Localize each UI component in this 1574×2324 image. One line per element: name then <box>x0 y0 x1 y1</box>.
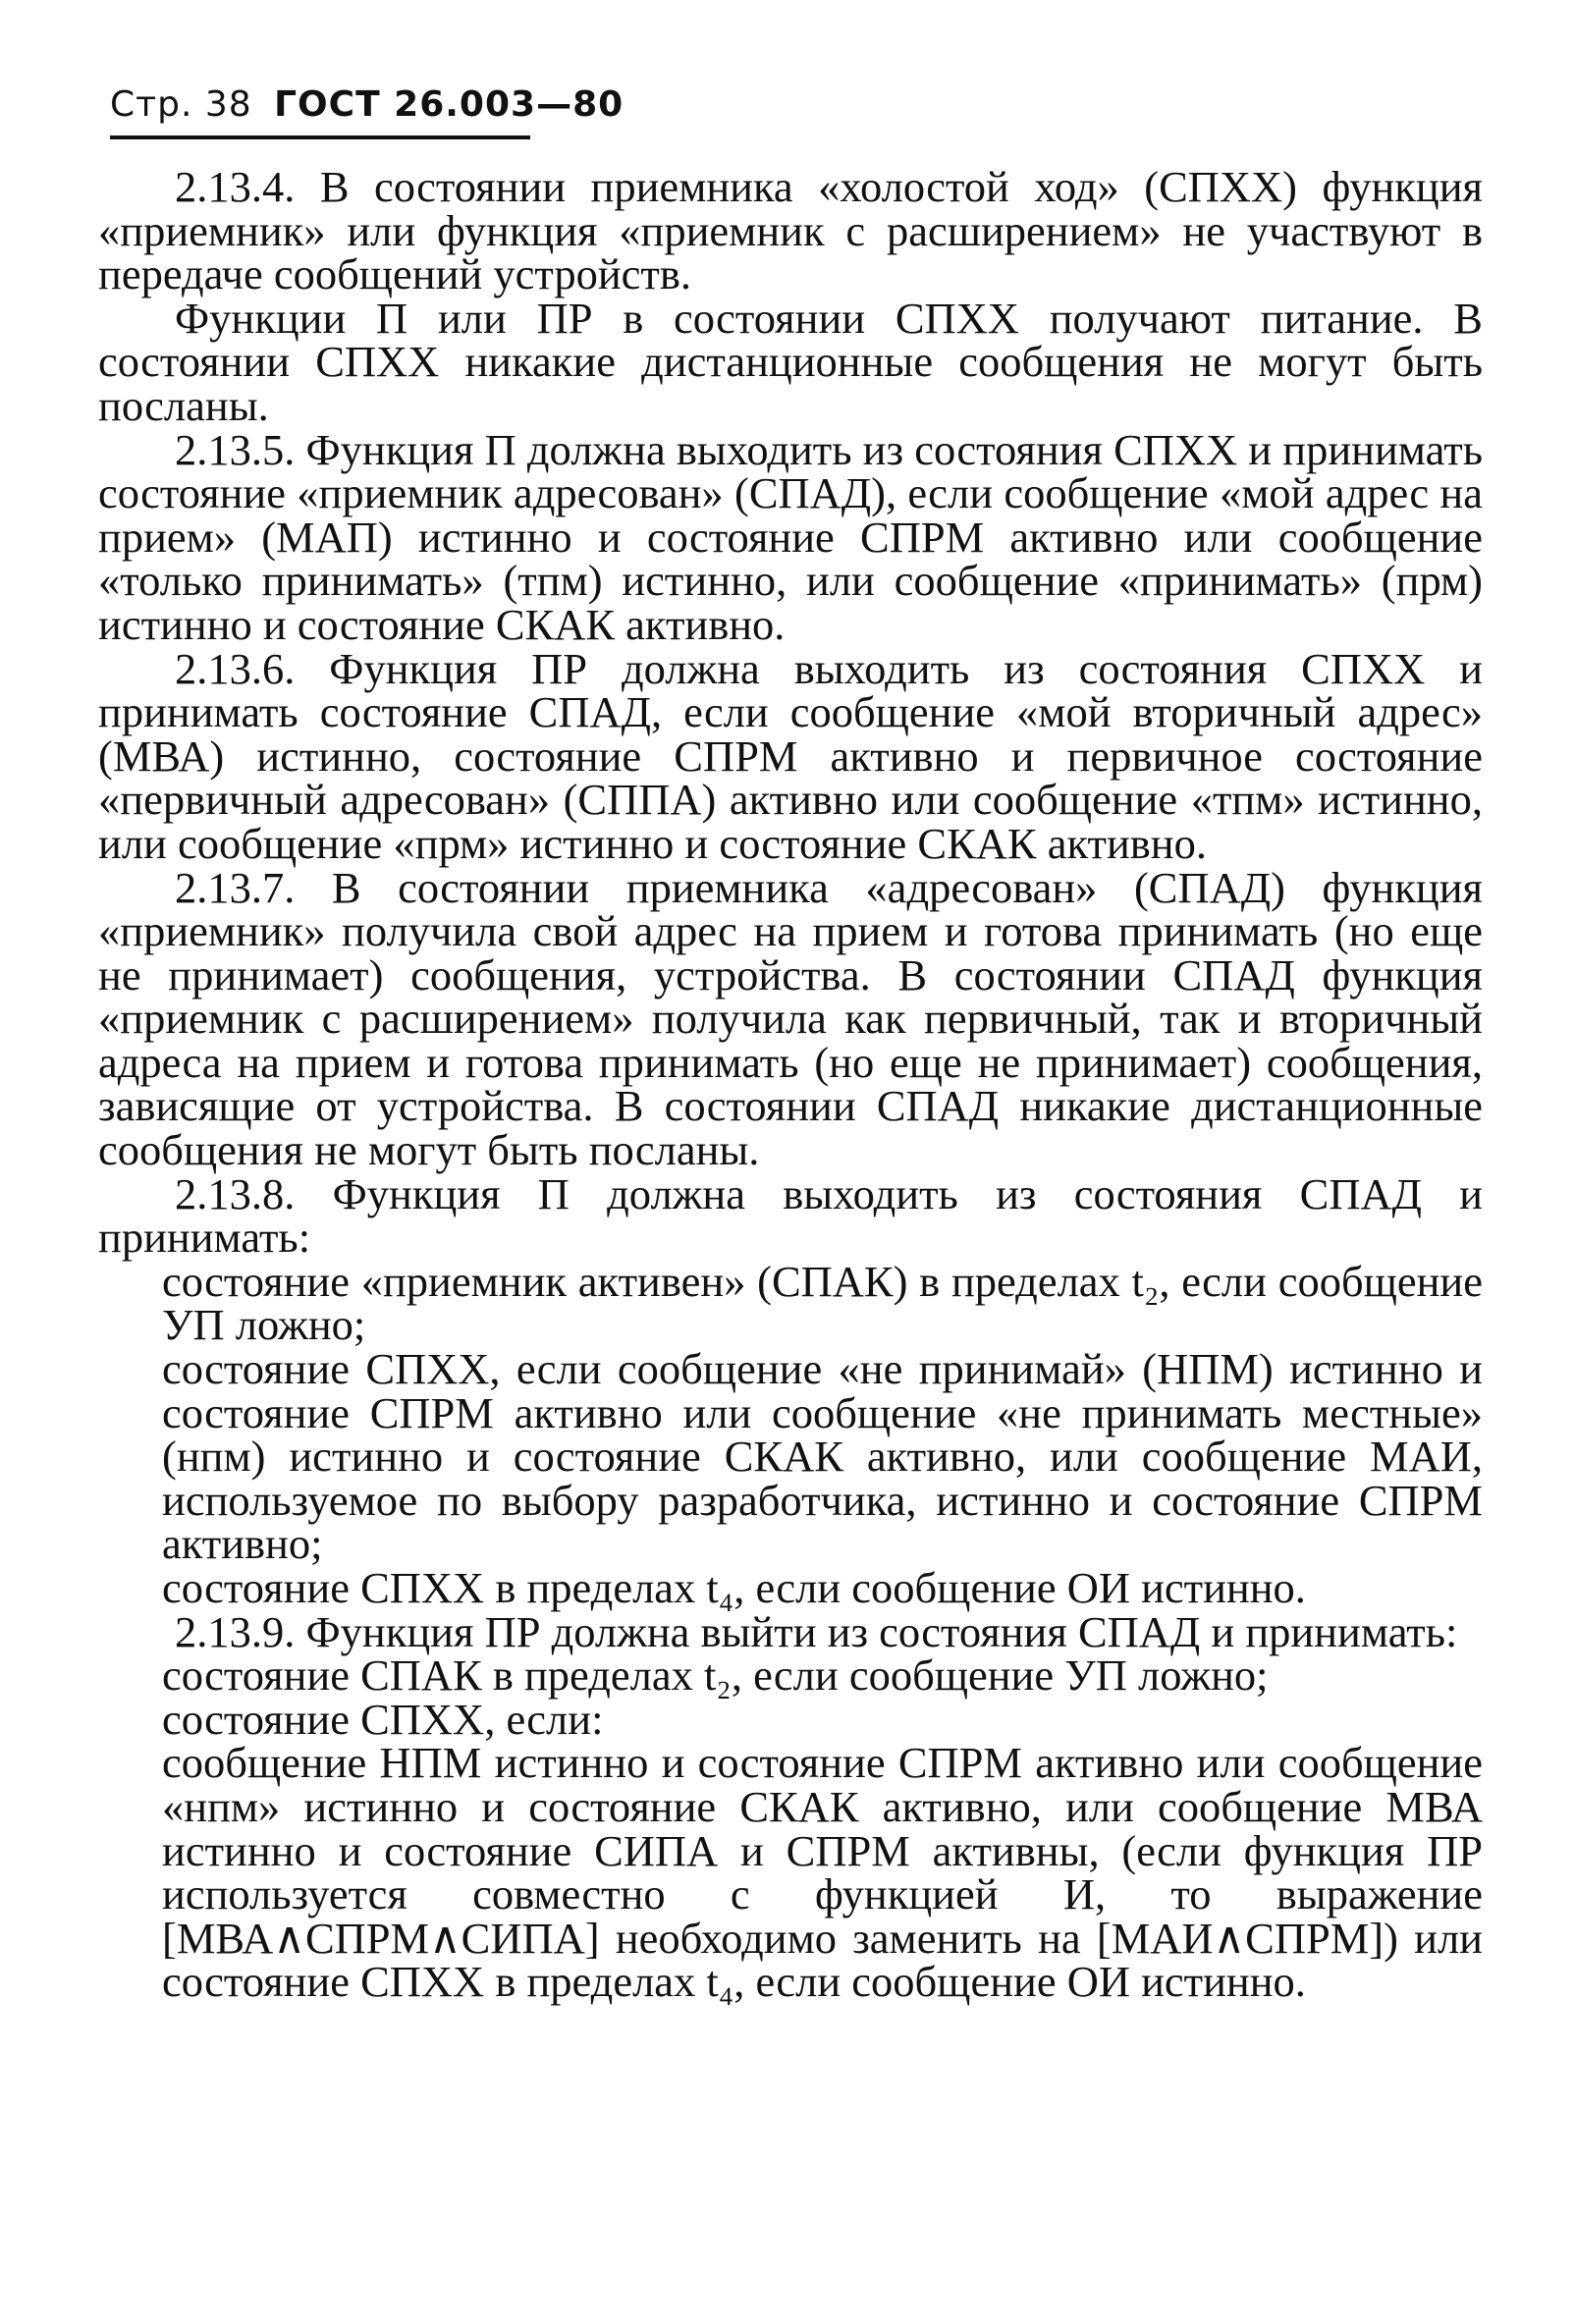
paragraph-2-13-9: 2.13.9. Функция ПР должна выйти из состояния СПАД и принимать: <box>175 1606 1458 1656</box>
page-number: Стр. 38 <box>110 84 252 125</box>
body-text <box>98 162 1483 2007</box>
page-header <box>110 84 624 125</box>
paragraph-2-13-4-cont: Функции П или ПР в состоянии СПХХ получают питание. В состоянии СПХХ никакие дистанционные сообщения не могут быть посланы. <box>98 293 1483 430</box>
paragraph-2-13-5: 2.13.5. Функция П должна выходить из состояния СПХХ и принимать состояние «приемник адресован» (СПАД), если сообщение «мой адрес на прием» (МАП) истинно и состояние СПРМ активно или сообщение «только принимать» (тпм) истинно, или сообщение «принимать» (прм) истинно и состояние СКАК активно. <box>98 424 1483 649</box>
list-item-spxx: состояние СПХХ, если сообщение «не принимай» (НПМ) истинно и состояние СПРМ активно или сообщение «не принимать местные» (нпм) истинно и состояние СКАК активно, или сообщение МАИ, используемое по выбору разработчика, истинно и состояние СПРМ активно; <box>162 1344 1483 1569</box>
paragraph-2-13-4: 2.13.4. В состоянии приемника «холостой ход» (СПХХ) функция «приемник» или функция «приемник с расширением» не участвуют в передаче сообщений устройств. <box>98 162 1483 299</box>
list-item-spak-2: состояние СПАК в пределах t₂, если сообщение УП ложно; <box>162 1650 1269 1701</box>
list-item-conditions: сообщение НПМ истинно и состояние СПРМ активно или сообщение «нпм» истинно и состояние СКАК активно, или сообщение МВА истинно и состояние СИПА и СПРМ активны, (если функция ПР используется совместно с функцией И, то выражение [МВА∧СПРМ∧СИПА] необходимо заменить на [МАИ∧СПРМ]) или состояние СПХХ в пределах t₄, если сообщение ОИ истинно. <box>162 1738 1483 2007</box>
paragraph-2-13-6: 2.13.6. Функция ПР должна выходить из состояния СПХХ и принимать состояние СПАД, если сообщение «мой вторичный адрес» (МВА) истинно, состояние СПРМ активно и первичное состояние «первичный адресован» (СППА) активно или сообщение «тпм» истинно, или сообщение «прм» истинно и состояние СКАК активно. <box>98 643 1483 868</box>
list-item-spxx-if: состояние СПХХ, если: <box>162 1694 604 1744</box>
header-rule <box>110 135 530 139</box>
list-item-spxx-t4: состояние СПХХ в пределах t₄, если сообщение ОИ истинно. <box>162 1563 1306 1612</box>
paragraph-2-13-7: 2.13.7. В состоянии приемника «адресован» (СПАД) функция «приемник» получила свой адрес на прием и готова принимать (но еще не принимает) сообщения, устройства. В состоянии СПАД функция «приемник с расширением» получила как первичный, так и вторичный адреса на прием и готова принимать (но еще не принимает) сообщения, зависящие от устройства. В состоянии СПАД никакие дистанционные сообщения не могут быть посланы. <box>98 862 1483 1175</box>
paragraph-2-13-8: 2.13.8. Функция П должна выходить из состояния СПАД и принимать: <box>98 1168 1483 1263</box>
list-item-spak: состояние «приемник активен» (СПАК) в пределах t₂, если сообщение УП ложно; <box>162 1256 1483 1350</box>
standard-code: ГОСТ 26.003—80 <box>274 84 624 125</box>
